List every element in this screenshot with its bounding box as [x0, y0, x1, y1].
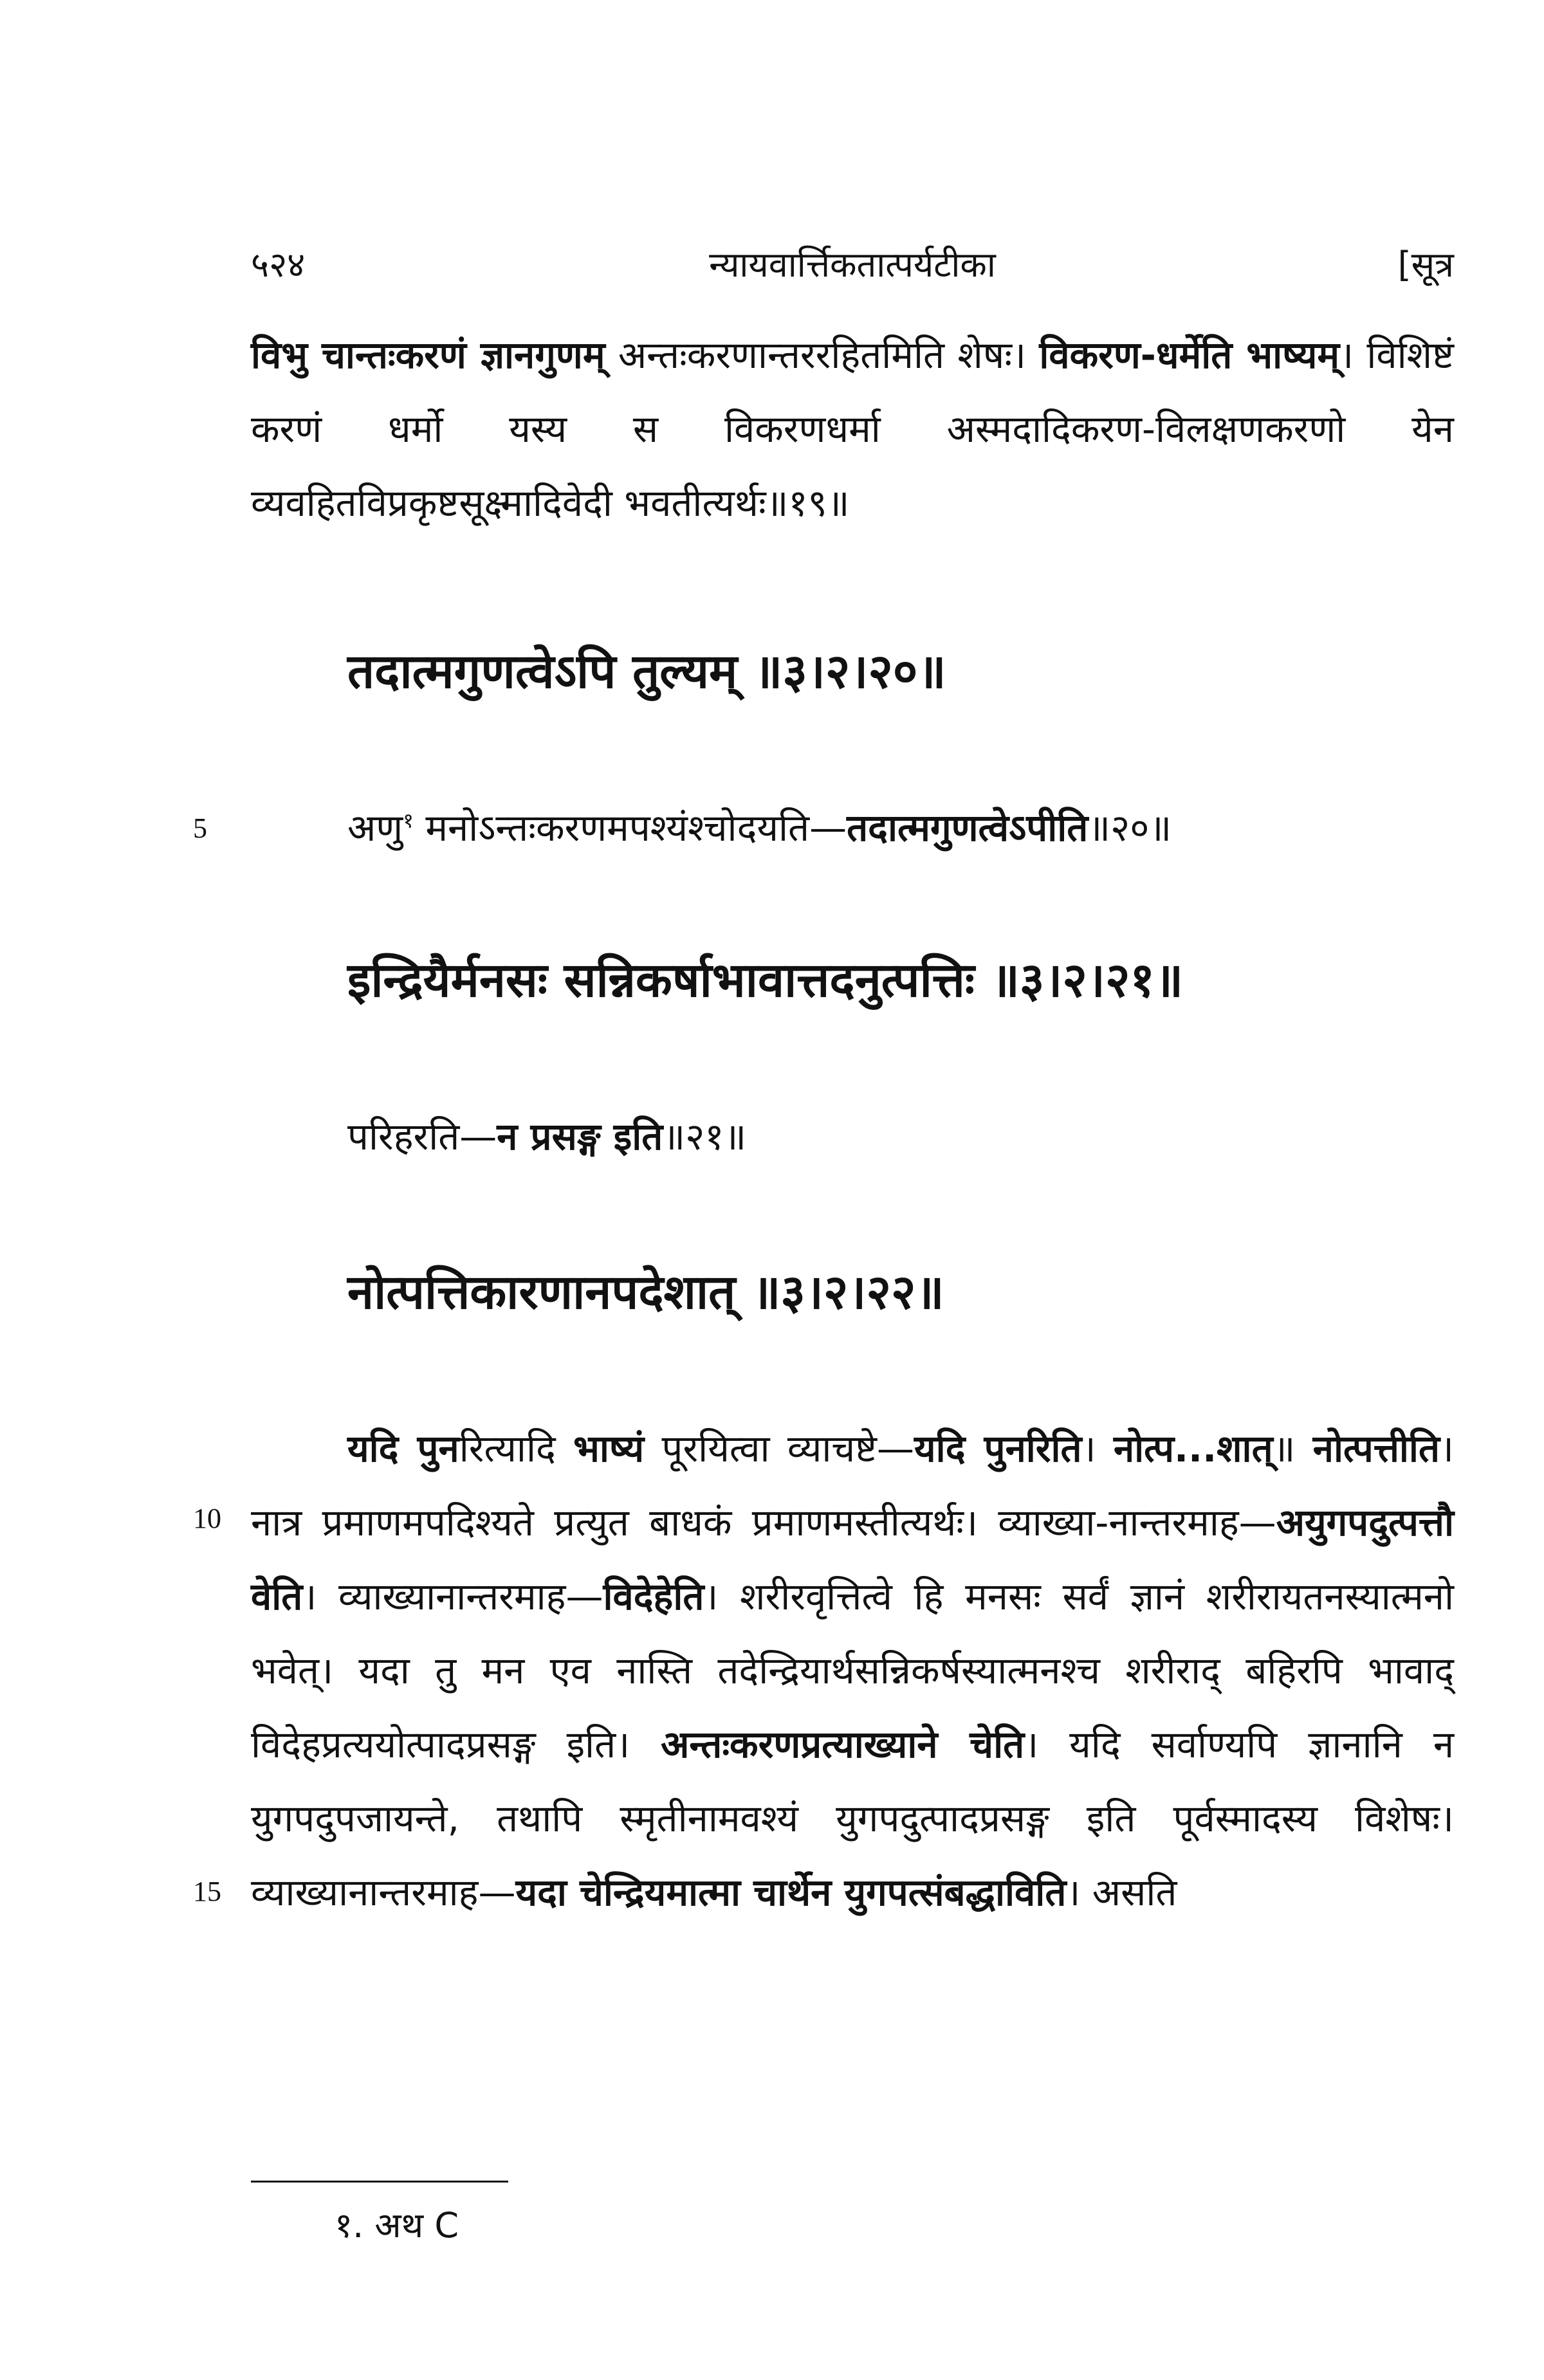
sutra-21 — [251, 946, 1544, 1011]
bold-text: यदा चेन्द्रियमात्मा चार्थेन युगपत्संबद्धाविति — [515, 1871, 1067, 1914]
sutra-22 — [251, 1258, 1544, 1323]
text: । यदि सर्वाण्यपि ज्ञानानि न युगपदुपजायन्ते, तथापि स्मृतीनामवश्यं युगपदुत्पादप्रसङ्ग इति पूर्वस्मादस्य विशेषः। व्याख्यानान्तरमाह— — [251, 1723, 1455, 1914]
bold-text: भाष्यं — [573, 1427, 645, 1470]
bold-text: विभु चान्तःकरणं ज्ञानगुणम् — [251, 333, 605, 377]
text: । नात्र प्रमाणमपदिश्यते प्रत्युत बाधकं प्रमाणमस्तीत्यर्थः। व्याख्या-नान्तरमाह— — [251, 1427, 1454, 1544]
bold-text: तदात्मगुणत्वेऽपीति — [847, 806, 1089, 850]
commentary-paragraph-1 — [251, 318, 1454, 540]
commentary-line-21 — [251, 1110, 1544, 1160]
sutra-text: नोत्पत्तिकारणानपदेशात् ॥३।२।२२॥ — [347, 1265, 944, 1320]
commentary-line-20 — [251, 801, 1544, 852]
text: अन्तःकरणान्तररहितमिति शेषः। — [605, 333, 1040, 377]
footnote-rule — [251, 2181, 508, 2183]
text: । — [1081, 1427, 1114, 1470]
text: पूरयित्वा व्याचष्टे— — [644, 1427, 915, 1470]
text: । व्याख्यानान्तरमाह— — [302, 1575, 603, 1618]
bold-text: विदेहेति — [603, 1575, 704, 1618]
running-header — [251, 239, 1454, 291]
sutra-text: इन्द्रियैर्मनसः सन्निकर्षाभावात्तदनुत्पत्तिः ॥३।२।२१॥ — [347, 953, 1184, 1008]
bold-text: अन्तःकरणप्रत्याख्याने चेति — [661, 1723, 1025, 1766]
bold-text: न प्रसङ्ग इति — [497, 1115, 663, 1158]
text: । विशिष्टं करणं धर्मो यस्य स विकरणधर्मा अस्मदादिकरण-विलक्षणकरणो येन व्यवहितविप्रकृष्टसूक्ष्मादिवेदी भवतीत्यर्थः॥१९॥ — [251, 333, 1454, 525]
line-number: 15 — [193, 1876, 221, 1907]
bold-text: यदि पुन — [347, 1427, 459, 1470]
text: ॥२०॥ — [1088, 806, 1172, 850]
sutra-20 — [251, 637, 1544, 702]
text: । असति — [1066, 1871, 1177, 1914]
section-marker: [सूत्र — [1397, 244, 1454, 285]
footnote-marker: १ — [403, 808, 414, 833]
page-number: ५२४ — [251, 244, 306, 285]
text: । शरीरवृत्तित्वे हि मनसः सर्वं ज्ञानं शरीरायतनस्यात्मनो भवेत्। यदा तु मन एव नास्ति तदेन्द्रियार्थसन्निकर्षस्यात्मनश्च शरीराद् बहिरपि भावाद् विदेहप्रत्ययोत्पादप्रसङ्ग इति। — [251, 1575, 1454, 1766]
text: परिहरति— — [347, 1115, 497, 1158]
bold-text: अयुगपदुत्पत्तौ वेति — [251, 1501, 1454, 1618]
text: ॥२१॥ — [663, 1115, 747, 1158]
text: ॥ — [1273, 1427, 1313, 1470]
text: अणु — [347, 806, 403, 850]
text: मनोऽन्तःकरणमपश्यंश्चोदयति— — [413, 806, 847, 850]
bold-text: नोत्पत्तीति — [1312, 1427, 1440, 1470]
sutra-text: तदात्मगुणत्वेऽपि तुल्यम् ॥३।२।२०॥ — [347, 644, 946, 699]
commentary-paragraph-2 — [251, 1412, 1454, 1930]
line-number: 10 — [193, 1503, 221, 1534]
running-title: न्यायवार्त्तिकतात्पर्यटीका — [709, 244, 996, 285]
bold-text: नोत्प...शात् — [1113, 1427, 1273, 1470]
line-number: 5 — [193, 812, 207, 844]
bold-text: विकरण-धर्मेति भाष्यम् — [1039, 333, 1340, 377]
text: रित्यादि — [459, 1427, 574, 1470]
footnote: १. अथ C — [335, 2205, 459, 2246]
bold-text: यदि पुनरिति — [914, 1427, 1082, 1470]
